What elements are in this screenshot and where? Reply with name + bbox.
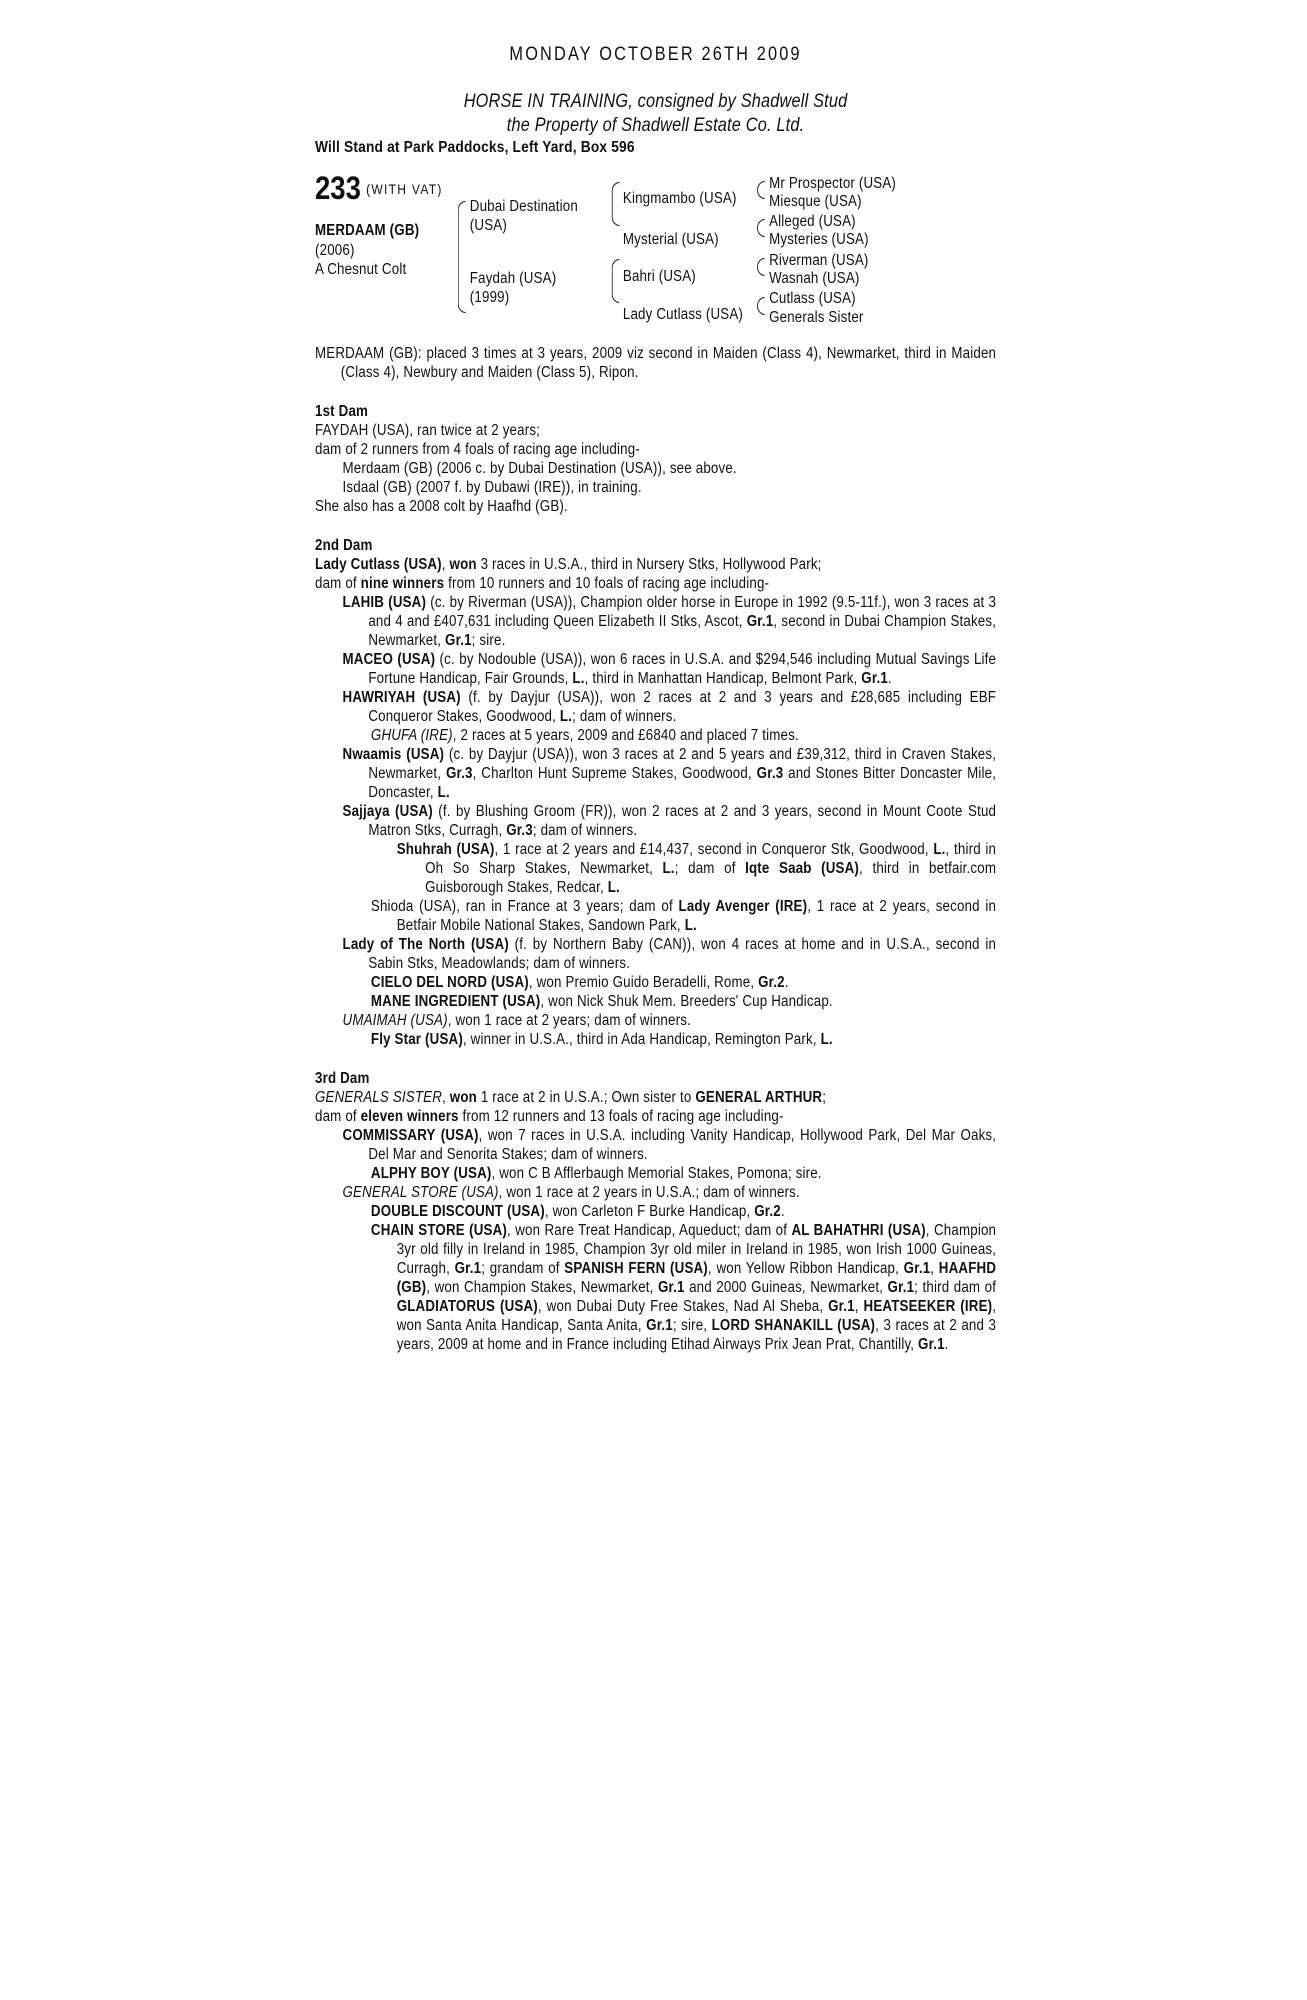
- third-dam-heading: 3rd Dam: [315, 1070, 370, 1087]
- ped-dsd: Wasnah (USA): [769, 270, 860, 287]
- produce-lady-of-the-north: Lady of The North (USA) (f. by Northern Baby (CAN)), won 4 races at home and in U.S.A., second in Sabin Stks, Meadowlands; dam of winners.: [342, 936, 997, 972]
- lot-number-line: [315, 170, 443, 206]
- produce-chain-store: CHAIN STORE (USA), won Rare Treat Handicap, Aqueduct; dam of AL BAHATHRI (USA), Champion 3yr old filly in Ireland in 1985, Champion 3yr old miler in Ireland in 1985, won Irish 1000 Guineas, Curragh, Gr.1; grandam of SPANISH FERN (USA), won Yellow Ribbon Handicap, Gr.1, HAAFHD (GB), won Champion Stakes, Newmarket, Gr.1 and 2000 Guineas, Newmarket, Gr.1; third dam of GLADIATORUS (USA), won Dubai Duty Free Stakes, Nad Al Sheba, Gr.1, HEATSEEKER (IRE), won Santa Anita Handicap, Santa Anita, Gr.1; sire, LORD SHANAKILL (USA), 3 races at 2 and 3 years, 2009 at home and in France including Etihad Airways Prix Jean Prat, Chantilly, Gr.1.: [370, 1222, 997, 1353]
- first-dam-line-2: dam of 2 runners from 4 foals of racing age including-: [315, 441, 640, 458]
- bracket-3c: [757, 258, 765, 276]
- produce-nwaamis: Nwaamis (USA) (c. by Dayjur (USA)), won 3 races at 2 and 5 years and £39,312, third in Craven Stakes, Newmarket, Gr.3, Charlton Hunt Supreme Stakes, Goodwood, Gr.3 and Stones Bitter Doncaster Mile, Doncaster, L.: [342, 746, 997, 801]
- race-summary: MERDAAM (GB): placed 3 times at 3 years, 2009 viz second in Maiden (Class 4), Newmarket, third in Maiden (Class 4), Newbury and Maiden (Class 5), Ripon.: [315, 345, 997, 381]
- third-dam-entry: GENERALS SISTER, won 1 race at 2 in U.S.A.; Own sister to GENERAL ARTHUR;: [315, 1089, 827, 1106]
- ped-ds: Bahri (USA): [622, 268, 696, 285]
- produce-shuhrah: Shuhrah (USA), 1 race at 2 years and £14,437, second in Conqueror Stk, Goodwood, L., third in Oh So Sharp Stakes, Newmarket, L.; dam of Iqte Saab (USA), third in betfair.com Guisborough Stakes, Redcar, L.: [396, 841, 997, 896]
- produce-cielo-del-nord: CIELO DEL NORD (USA), won Premio Guido Beradelli, Rome, Gr.2.: [370, 974, 789, 991]
- ped-sdd: Mysteries (USA): [769, 231, 869, 248]
- horse-year: (2006): [315, 242, 355, 259]
- first-dam-produce-2: Isdaal (GB) (2007 f. by Dubawi (IRE)), in training.: [342, 479, 642, 496]
- produce-hawriyah: HAWRIYAH (USA) (f. by Dayjur (USA)), won 2 races at 2 and 3 years and £28,685 including EBF Conqueror Stakes, Goodwood, L.; dam of winners.: [342, 689, 997, 725]
- ped-dam: Faydah (USA): [469, 270, 557, 287]
- bracket-2a: [612, 182, 620, 226]
- produce-sajjaya: Sajjaya (USA) (f. by Blushing Groom (FR)), won 2 races at 2 and 3 years, second in Mount Coote Stud Matron Stks, Curragh, Gr.3; dam of winners.: [342, 803, 997, 839]
- second-dam-entry: Lady Cutlass (USA), won 3 races in U.S.A., third in Nursery Stks, Hollywood Park;: [315, 556, 822, 573]
- produce-general-store: GENERAL STORE (USA), won 1 race at 2 years in U.S.A.; dam of winners.: [342, 1184, 800, 1201]
- bracket-1: [458, 201, 466, 313]
- produce-fly-star: Fly Star (USA), winner in U.S.A., third in Ada Handicap, Remington Park, L.: [370, 1031, 833, 1048]
- consignor-line-2: the Property of Shadwell Estate Co. Ltd.: [506, 115, 805, 136]
- produce-umaimah: UMAIMAH (USA), won 1 race at 2 years; dam of winners.: [342, 1012, 691, 1029]
- ped-sd: Mysterial (USA): [622, 231, 719, 248]
- bracket-3a: [757, 181, 765, 199]
- ped-sss: Mr Prospector (USA): [769, 175, 897, 192]
- horse-name: MERDAAM (GB): [315, 222, 420, 239]
- produce-alphy-boy: ALPHY BOY (USA), won C B Afflerbaugh Memorial Stakes, Pomona; sire.: [370, 1165, 822, 1182]
- produce-double-discount: DOUBLE DISCOUNT (USA), won Carleton F Burke Handicap, Gr.2.: [370, 1203, 785, 1220]
- ped-dds: Cutlass (USA): [769, 290, 856, 307]
- vat-note: (WITH VAT): [366, 181, 443, 197]
- first-dam-produce-1: Merdaam (GB) (2006 c. by Dubai Destination (USA)), see above.: [342, 460, 737, 477]
- first-dam-heading: 1st Dam: [315, 403, 369, 420]
- ped-sire: Dubai Destination: [469, 198, 578, 215]
- sale-date: MONDAY OCTOBER 26TH 2009: [509, 44, 802, 65]
- produce-ghufa: GHUFA (IRE), 2 races at 5 years, 2009 and £6840 and placed 7 times.: [370, 727, 799, 744]
- bracket-2b: [612, 259, 620, 303]
- third-dam-dam-of: dam of eleven winners from 12 runners and 13 foals of racing age including-: [315, 1108, 784, 1125]
- produce-maceo: MACEO (USA) (c. by Nodouble (USA)), won 6 races in U.S.A. and $294,546 including Mutual Savings Life Fortune Handicap, Fair Grounds, L., third in Manhattan Handicap, Belmont Park, Gr.1.: [342, 651, 997, 687]
- ped-ssd: Miesque (USA): [769, 193, 862, 210]
- consignor-line-1: HORSE IN TRAINING, consigned by Shadwell Stud: [463, 91, 848, 112]
- produce-shioda: Shioda (USA), ran in France at 3 years; dam of Lady Avenger (IRE), 1 race at 2 years, second in Betfair Mobile National Stakes, Sandown Park, L.: [370, 898, 997, 934]
- produce-mane-ingredient: MANE INGREDIENT (USA), won Nick Shuk Mem. Breeders' Cup Handicap.: [370, 993, 833, 1010]
- ped-sire-line2: (USA): [469, 217, 507, 234]
- second-dam-dam-of: dam of nine winners from 10 runners and 10 foals of racing age including-: [315, 575, 770, 592]
- ped-ddd: Generals Sister: [769, 309, 864, 326]
- ped-sds: Alleged (USA): [769, 213, 856, 230]
- bracket-3d: [757, 297, 765, 315]
- stand-location: Will Stand at Park Paddocks, Left Yard, Box 596: [315, 139, 635, 156]
- bracket-3b: [757, 219, 765, 237]
- catalogue-page: [315, 45, 996, 1354]
- ped-ss: Kingmambo (USA): [622, 190, 737, 207]
- ped-dam-line2: (1999): [469, 289, 510, 306]
- ped-dd: Lady Cutlass (USA): [622, 306, 744, 323]
- produce-commissary: COMMISSARY (USA), won 7 races in U.S.A. including Vanity Handicap, Hollywood Park, Del Mar Oaks, Del Mar and Senorita Stakes; dam of winners.: [342, 1127, 997, 1163]
- horse-description: A Chesnut Colt: [315, 261, 407, 278]
- first-dam-line-5: She also has a 2008 colt by Haafhd (GB).: [315, 498, 568, 515]
- lot-number: 233: [315, 170, 361, 206]
- first-dam-line-1: FAYDAH (USA), ran twice at 2 years;: [315, 422, 541, 439]
- produce-lahib: LAHIB (USA) (c. by Riverman (USA)), Champion older horse in Europe in 1992 (9.5-11f.), won 3 races at 3 and 4 and £407,631 including Queen Elizabeth II Stks, Ascot, Gr.1, second in Dubai Champion Stakes, Newmarket, Gr.1; sire.: [342, 594, 997, 649]
- second-dam-heading: 2nd Dam: [315, 537, 373, 554]
- ped-dss: Riverman (USA): [769, 252, 869, 269]
- pedigree-table: [315, 170, 996, 344]
